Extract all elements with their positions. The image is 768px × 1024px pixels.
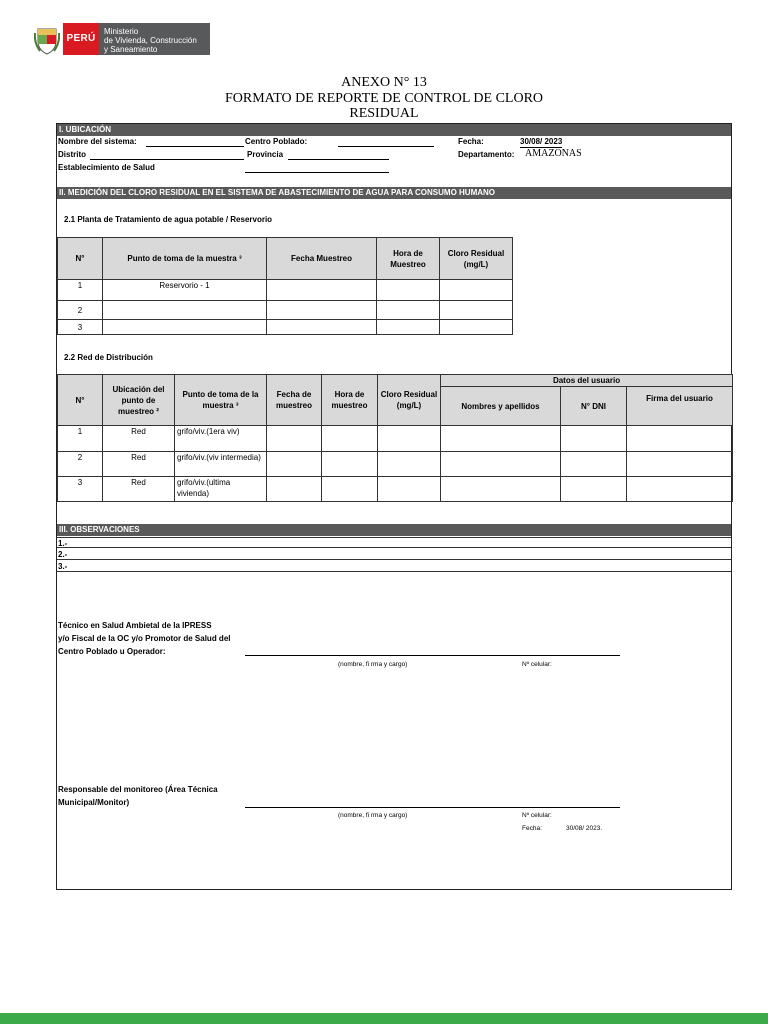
ministry-line-1: Ministerio — [104, 27, 139, 36]
subsection-planta: 2.1 Planta de Tratamiento de agua potable / Reservorio — [64, 215, 273, 224]
cell: 2 — [58, 452, 103, 477]
table-red — [57, 374, 733, 502]
responsable-signature-label — [58, 783, 218, 809]
cell[interactable] — [378, 452, 441, 477]
tecnico-line-3: Centro Poblado u Operador: — [58, 647, 166, 656]
cell[interactable] — [322, 426, 378, 452]
col-hora: Hora de muestreo — [322, 375, 378, 426]
cell[interactable]: Reservorio - 1 — [103, 280, 267, 301]
cell[interactable] — [267, 320, 377, 335]
col-ubicacion: Ubicación del punto de muestreo ² — [103, 375, 175, 426]
observation-line-1[interactable]: 1.- — [57, 537, 731, 548]
cell: 1 — [58, 426, 103, 452]
cell[interactable] — [103, 320, 267, 335]
cell[interactable]: Red — [103, 452, 175, 477]
establecimiento-field[interactable] — [245, 172, 389, 173]
tecnico-line-2: y/o Fiscal de la OC y/o Promotor de Salud del — [58, 634, 231, 643]
col-firma: Firma del usuario — [627, 387, 733, 426]
footer-bar — [0, 1013, 768, 1024]
cell: 1 — [58, 280, 103, 301]
centro-poblado-label: Centro Poblado: — [245, 137, 308, 146]
cell[interactable]: grifo/viv.(1era viv) — [175, 426, 267, 452]
table-row — [58, 301, 513, 320]
tecnico-nombre-note: (nombre, fi rma y cargo) — [338, 661, 408, 668]
observation-line-3[interactable]: 3.- — [57, 561, 731, 572]
form-title: FORMATO DE REPORTE DE CONTROL DE CLORO — [224, 91, 544, 106]
tecnico-line-1: Técnico en Salud Ambietal de la IPRESS — [58, 621, 212, 630]
group-datos-usuario: Datos del usuario — [441, 375, 733, 387]
table-row — [58, 452, 733, 477]
tecnico-signature-label — [58, 619, 230, 658]
cell[interactable] — [267, 426, 322, 452]
cell[interactable] — [627, 452, 733, 477]
cell[interactable] — [322, 452, 378, 477]
establecimiento-label: Establecimiento de Salud — [58, 163, 155, 172]
cell[interactable] — [440, 280, 513, 301]
cell[interactable] — [440, 301, 513, 320]
cell[interactable] — [267, 280, 377, 301]
section-ubicacion-heading: I. UBICACIÓN — [57, 124, 731, 136]
col-fecha-muestreo: Fecha Muestreo — [267, 238, 377, 280]
cell[interactable] — [267, 301, 377, 320]
col-dni: N° DNI — [561, 387, 627, 426]
cell[interactable] — [440, 320, 513, 335]
cell[interactable] — [441, 452, 561, 477]
responsable-fecha-value: 30/08/ 2023. — [566, 825, 603, 832]
cell[interactable] — [378, 426, 441, 452]
ministry-logo — [99, 23, 210, 55]
table-row — [58, 426, 733, 452]
cell[interactable] — [627, 477, 733, 502]
cell[interactable] — [377, 301, 440, 320]
table-header-row — [58, 238, 513, 280]
col-n: N° — [58, 375, 103, 426]
cell: 3 — [58, 477, 103, 502]
departamento-label: Departamento: — [458, 150, 515, 159]
responsable-line-2: Municipal/Monitor) — [58, 798, 130, 807]
cell[interactable] — [377, 320, 440, 335]
ministry-line-2: de Vivienda, Construcción — [104, 36, 197, 45]
table-row — [58, 280, 513, 301]
cell[interactable] — [561, 452, 627, 477]
provincia-label: Provincia — [247, 150, 284, 159]
col-cloro-residual: Cloro Residual (mg/L) — [440, 238, 513, 280]
cell[interactable] — [267, 477, 322, 502]
cell[interactable] — [322, 477, 378, 502]
cell[interactable] — [103, 301, 267, 320]
tecnico-celular-note: Nº celular: — [522, 661, 552, 668]
cell: 3 — [58, 320, 103, 335]
col-cloro: Cloro Residual (mg/L) — [378, 375, 441, 426]
cell[interactable] — [441, 477, 561, 502]
form-title-2: RESIDUAL — [349, 106, 419, 121]
provincia-field[interactable] — [288, 159, 389, 160]
cell[interactable]: Red — [103, 426, 175, 452]
table-row — [58, 320, 513, 335]
table-header-row — [58, 375, 733, 387]
departamento-value[interactable]: AMAZONAS — [525, 148, 582, 159]
centro-poblado-field[interactable] — [338, 146, 434, 147]
nombre-sistema-field[interactable] — [146, 146, 244, 147]
cell[interactable]: grifo/viv.(ultima vivienda) — [175, 477, 267, 502]
col-hora-muestreo: Hora de Muestreo — [377, 238, 440, 280]
subsection-red: 2.2 Red de Distribución — [64, 353, 153, 362]
responsable-line-1: Responsable del monitoreo (Área Técnica — [58, 785, 218, 794]
cell[interactable] — [627, 426, 733, 452]
cell[interactable] — [378, 477, 441, 502]
section-medicion-heading: II. MEDICIÓN DEL CLORO RESIDUAL EN EL SISTEMA DE ABASTECIMIENTO DE AGUA PARA CONSUMO HUMANO — [57, 187, 731, 199]
tecnico-signature-line[interactable] — [245, 655, 620, 656]
cell[interactable] — [267, 452, 322, 477]
col-n: N° — [58, 238, 103, 280]
cell[interactable]: Red — [103, 477, 175, 502]
responsable-celular-note: Nº celular: — [522, 812, 552, 819]
cell[interactable] — [561, 426, 627, 452]
nombre-sistema-label: Nombre del sistema: — [58, 137, 137, 146]
col-punto-toma: Punto de toma de la muestra ³ — [175, 375, 267, 426]
distrito-label: Distrito — [58, 150, 86, 159]
table-planta — [57, 237, 513, 335]
cell: 2 — [58, 301, 103, 320]
col-punto-toma: Punto de toma de la muestra ³ — [103, 238, 267, 280]
col-fecha: Fecha de muestreo — [267, 375, 322, 426]
cell[interactable] — [377, 280, 440, 301]
observation-line-2[interactable]: 2.- — [57, 549, 731, 560]
responsable-fecha-label: Fecha: — [522, 825, 542, 832]
fecha-value[interactable]: 30/08/ 2023 — [520, 137, 563, 146]
peru-logo: PERÚ — [63, 23, 99, 55]
responsable-signature-line[interactable] — [245, 807, 620, 808]
table-row — [58, 477, 733, 502]
distrito-field[interactable] — [90, 159, 244, 160]
coat-of-arms-icon — [34, 25, 60, 55]
cell[interactable] — [441, 426, 561, 452]
col-nombres: Nombres y apellidos — [441, 387, 561, 426]
responsable-nombre-note: (nombre, fi rma y cargo) — [338, 812, 408, 819]
annex-title: ANEXO N° 13 — [341, 75, 427, 90]
fecha-label: Fecha: — [458, 137, 484, 146]
cell[interactable] — [561, 477, 627, 502]
section-observaciones-heading: III. OBSERVACIONES — [57, 524, 731, 536]
cell[interactable]: grifo/viv.(viv intermedia) — [175, 452, 267, 477]
ministry-line-3: y Saneamiento — [104, 45, 158, 54]
